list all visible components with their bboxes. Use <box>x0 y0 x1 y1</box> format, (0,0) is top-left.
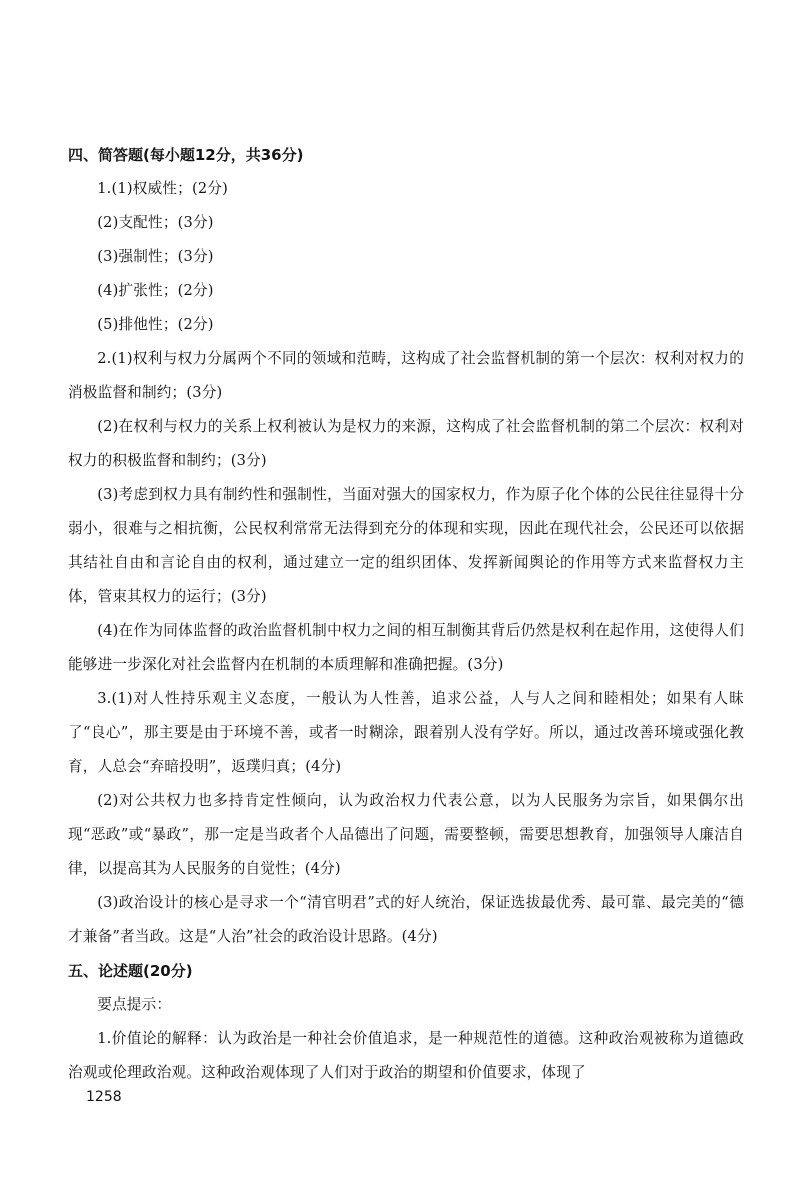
answer-3-item-3: (3)政治设计的核心是寻求一个“清官明君”式的好人统治，保证选拔最优秀、最可靠、最完美的“德才兼备”者当政。这是“人治”社会的政治设计思路。(4分) <box>68 894 744 945</box>
answer-2-item-1: 2.(1)权利与权力分属两个不同的领域和范畴，这构成了社会监督机制的第一个层次：权利对权力的消极监督和制约；(3分) <box>68 350 744 401</box>
answer-1-item-1: 1.(1)权威性；(2分) <box>97 180 229 197</box>
essay-hint-label: 要点提示： <box>97 996 172 1013</box>
answer-3-item-1: 3.(1)对人性持乐观主义态度，一般认为人性善，追求公益，人与人之间和睦相处；如果有人昧了“良心”，那主要是由于环境不善，或者一时糊涂，跟着别人没有学好。所以，通过改善环境或强化教育，人总会“弃暗投明”，返璞归真；(4分) <box>68 690 744 775</box>
answer-2-item-4: (4)在作为同体监督的政治监督机制中权力之间的相互制衡其背后仍然是权利在起作用，这使得人们能够进一步深化对社会监督内在机制的本质理解和准确把握。(3分) <box>68 622 744 673</box>
answer-1-item-4: (4)扩张性；(2分) <box>97 282 214 299</box>
page-number: 1258 <box>86 1089 122 1105</box>
answer-1-item-2: (2)支配性；(3分) <box>97 214 214 231</box>
page-content <box>68 138 744 1090</box>
essay-point-1: 1.价值论的解释：认为政治是一种社会价值追求，是一种规范性的道德。这种政治观被称为道德政治观或伦理政治观。这种政治观体现了人们对于政治的期望和价值要求，体现了 <box>68 1030 744 1081</box>
answer-2-item-2: (2)在权利与权力的关系上权利被认为是权力的来源，这构成了社会监督机制的第二个层次：权利对权力的积极监督和制约；(3分) <box>68 418 744 469</box>
answer-2-item-3: (3)考虑到权力具有制约性和强制性，当面对强大的国家权力，作为原子化个体的公民往往显得十分弱小，很难与之相抗衡，公民权利常常无法得到充分的体现和实现，因此在现代社会，公民还可以依据其结社自由和言论自由的权利，通过建立一定的组织团体、发挥新闻舆论的作用等方式来监督权力主体，管束其权力的运行；(3分) <box>68 486 744 605</box>
section-heading-short-answer: 四、简答题(每小题12分，共36分) <box>68 146 304 164</box>
section-heading-essay: 五、论述题(20分) <box>68 962 193 980</box>
answer-3-item-2: (2)对公共权力也多持肯定性倾向，认为政治权力代表公意，以为人民服务为宗旨，如果偶尔出现“恶政”或“暴政”，那一定是当政者个人品德出了问题，需要整顿，需要思想教育，加强领导人廉洁自律，以提高其为人民服务的自觉性；(4分) <box>68 792 744 877</box>
answer-1-item-3: (3)强制性；(3分) <box>97 248 214 265</box>
answer-1-item-5: (5)排他性；(2分) <box>97 316 214 333</box>
